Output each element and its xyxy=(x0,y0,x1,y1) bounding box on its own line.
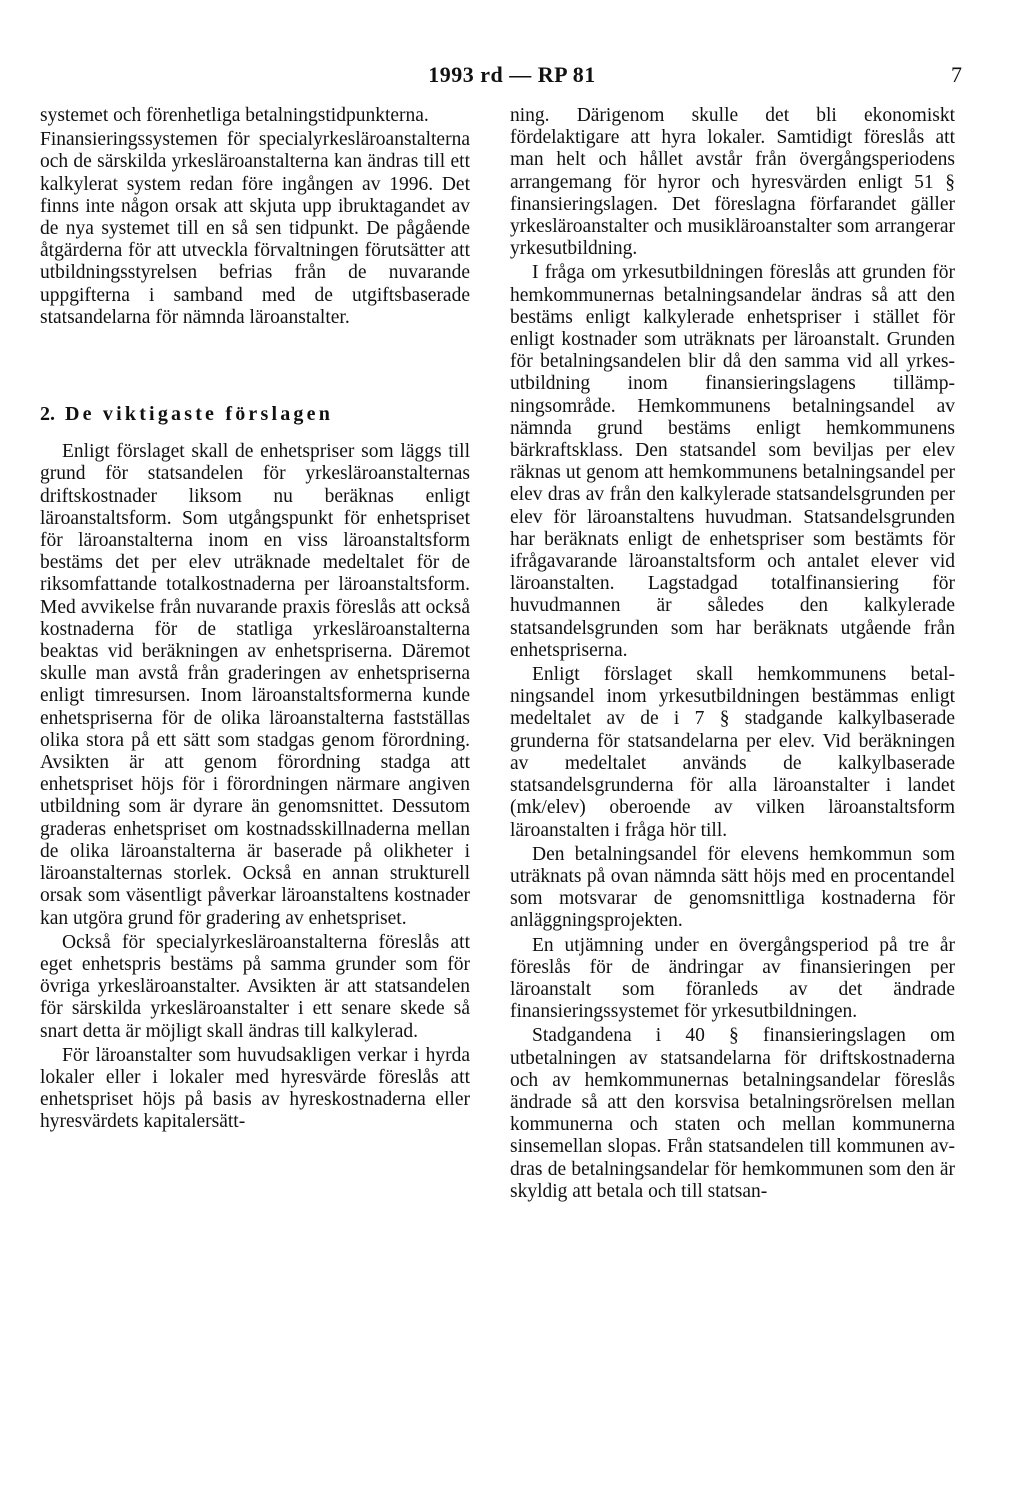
section-heading xyxy=(40,403,470,425)
paragraph: Finansieringssystemen för specialyrkesläroanstalterna och de särskilda yrkesläroanstalterna kan ändras till ett kalkylerat system redan före ingången av 1996. Det finns inte någon orsak att skjuta upp ibruktagandet av de nya systemet till en så sen tidpunkt. De pågående åtgärderna för att utveckla förvaltningen förutsätter att utbildningsstyrelsen befrias från de nuvarande uppgifterna i samband med de utgiftsbaserade statsandelarna för nämnda läroanstalter. xyxy=(40,129,470,328)
paragraph: Enligt förslaget skall hemkommunens betalningsandel inom yrkesutbildningen bestämmas enligt medeltalet av de i 7 § stadgande kalkylbaserade grunderna för statsandelarna per elev. Vid beräkningen av medeltalet används de kalkylbaserade statsandelsgrunderna för alla läroanstalter i landet (mk/elev) oberoende av vilken läroanstaltsform läroanstalten i fråga hör till. xyxy=(510,664,955,841)
section-number: 2. xyxy=(40,403,55,426)
paragraph: Enligt förslaget skall de enhetspriser som läggs till grund för statsandelen för yrkesläroanstalternas driftskostnader liksom nu beräknas enligt läroanstaltsform. Som utgångspunkt för enhetspriset för läroanstalterna inom en viss läroanstaltsform bestäms det per elev uträknade medeltalet för de riksomfattande totalkostnaderna per läroanstaltsform. Med avvikelse från nuvarande praxis föreslås att också kostnaderna för de statliga yrkesläroanstalterna beaktas vid beräkningen av enhetspriserna. Däremot skulle man avstå från graderingen av enhetspriserna enligt timresursen. Inom läroanstaltsformerna kunde enhetspriserna för de olika läroanstalterna fastställas olika stora på ett sätt som stadgas genom förordning. Avsikten är att genom förordning stadga att enhetspriset höjs för i förordningen närmare angiven utbildning som är dyrare än genomsnittet. Dessutom graderas enhetspriset om kostnadsskillnaderna mellan de olika läroanstalterna är baserade på olikheter i läroanstalternas storlek. Också en annan strukturell orsak som väsentligt påverkar läroanstaltens kostnader kan utgöra grund för gradering av enhetspriset. xyxy=(40,441,470,929)
left-column xyxy=(40,105,470,1134)
paragraph: ning. Därigenom skulle det bli ekonomiskt fördelaktigare att hyra lokaler. Samtidigt föreslås att man helt och hållet avstår från övergångsperiodens arrangemang för hyror och hyresvärden enligt 51 § finansieringslagen. Det föreslagna förfarandet gäller yrkesläroanstalter och musikläroanstalter som arrangerar yrkesutbildning. xyxy=(510,105,955,260)
paragraph: systemet och förenhetliga betalningstidpunkterna. xyxy=(40,105,429,126)
paragraph: För läroanstalter som huvudsakligen verkar i hyrda lokaler eller i lokaler med hyresvärde föreslås att enhetspriset höjs på basis av hyreskostnaderna eller hyresvärdets kapitalersätt- xyxy=(40,1044,470,1133)
paragraph: Stadgandena i 40 § finansieringslagen om utbetalningen av statsandelarna för driftskostnaderna och av hemkommunernas betalningsandelar föreslås ändrade så att den korsvisa betalningsrörelsen mellan kommunerna och staten och mellan kommunerna sinsemellan slopas. Från statsandelen till kommunen avdras de betalningsandelar för hemkommunen som den är skyldig att betala och till statsan- xyxy=(510,1025,955,1202)
page-number: 7 xyxy=(951,62,962,87)
page-header xyxy=(0,62,1024,92)
paragraph: I fråga om yrkesutbildningen föreslås att grunden för hemkommunernas betalningsandelar ändras så att den bestäms enligt kalkylerade enhetspriser i stället för enligt kostnader som uträknats per läroanstalt. Grunden för betalningsandelen blir då den samma vid all yrkesutbildning inom finansieringslagens tillämpningsområde. Hemkommunens betalningsandel av nämnda grund bestäms enligt hemkommunens bärkraftsklass. Den statsandel som beviljas per elev räknas ut genom att hemkommunens betalningsandel per elev dras av från den kalkylerade statsandelsgrunden per elev för läroanstaltens huvudman. Statsandelsgrunden har beräknats enligt de enhetspriser som bestämts för ifrågavarande läroanstaltsform och antalet elever vid läroanstalten. Lagstadgad totalfinansiering för huvudmannen är således den kalkylerade statsandelsgrunden som har beräknats utgående från enhetspriserna. xyxy=(510,262,955,661)
paragraph: En utjämning under en övergångsperiod på tre år föreslås för de ändringar av finansieringen per läroanstalt som föranleds av det ändrade finansieringssystemet för yrkesutbildningen. xyxy=(510,934,955,1023)
section-title: De viktigaste förslagen xyxy=(65,403,334,426)
paragraph: Den betalningsandel för elevens hemkommun som uträknats på ovan nämnda sätt höjs med en procentandel som motsvarar de genomsnittliga kostnaderna för anläggningsprojekten. xyxy=(510,843,955,932)
running-head: 1993 rd — RP 81 xyxy=(428,62,596,87)
paragraph: Också för specialyrkesläroanstalterna föreslås att eget enhetspris bestäms på samma grunder som för övriga yrkesläroanstalter. Avsikten är att statsandelen för särskilda yrkesläroanstalter i ett senare skede så snart detta är möjligt skall ändras till kalkylerad. xyxy=(40,931,470,1042)
right-column xyxy=(510,105,955,1203)
